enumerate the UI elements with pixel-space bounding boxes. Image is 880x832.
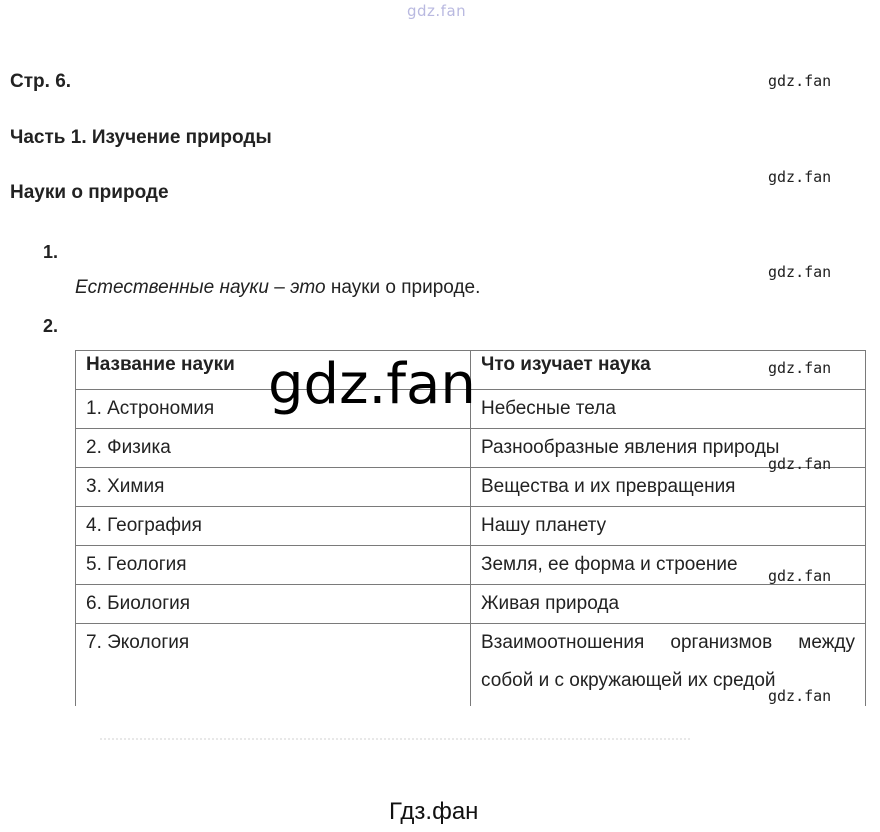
table-row <box>76 585 866 624</box>
watermark-bottom: Гдз.фан <box>389 798 479 825</box>
task-2-number: 2. <box>43 316 59 336</box>
science-subject: Взаимоотношения организмов между собой и с окружающей их средой <box>471 624 866 707</box>
table-row <box>76 546 866 585</box>
science-subject: Нашу планету <box>471 507 866 546</box>
table-row <box>76 468 866 507</box>
watermark-side: gdz.fan <box>768 168 832 186</box>
watermark-top: gdz.fan <box>407 2 467 20</box>
table-bottom-dotted-line <box>100 738 690 740</box>
watermark-side: gdz.fan <box>768 72 832 90</box>
section-title: Науки о природе <box>10 182 169 203</box>
science-subject: Вещества и их превращения <box>471 468 866 507</box>
table-header-science: Название науки <box>76 351 471 390</box>
science-name: 5. Геология <box>76 546 471 585</box>
definition-is: это <box>290 277 326 298</box>
science-name: 1. Астрономия <box>76 390 471 429</box>
part-title: Часть 1. Изучение природы <box>10 127 272 148</box>
definition-dash: – <box>274 277 285 298</box>
definition-rest: науки о природе. <box>330 277 481 298</box>
science-subject: Земля, ее форма и строение <box>471 546 866 585</box>
page-number: Стр. 6. <box>10 71 72 92</box>
science-subject: Разнообразные явления природы <box>471 429 866 468</box>
task-1-definition <box>75 277 480 299</box>
science-name: 3. Химия <box>76 468 471 507</box>
science-subject: Небесные тела <box>471 390 866 429</box>
science-name: 2. Физика <box>76 429 471 468</box>
table-row <box>76 429 866 468</box>
watermark-side: gdz.fan <box>768 359 832 377</box>
watermark-side: gdz.fan <box>768 263 832 281</box>
science-name: 7. Экология <box>76 624 471 707</box>
watermark-side: gdz.fan <box>768 455 832 473</box>
table-row <box>76 624 866 707</box>
watermark-side: gdz.fan <box>768 687 832 705</box>
table-row <box>76 507 866 546</box>
definition-term: Естественные науки <box>75 277 269 298</box>
science-name: 4. География <box>76 507 471 546</box>
watermark-big: gdz.fan <box>268 352 476 417</box>
table-header-studies: Что изучает наука <box>471 351 866 390</box>
science-subject: Живая природа <box>471 585 866 624</box>
task-1-number: 1. <box>43 242 59 262</box>
science-name: 6. Биология <box>76 585 471 624</box>
watermark-side: gdz.fan <box>768 567 832 585</box>
